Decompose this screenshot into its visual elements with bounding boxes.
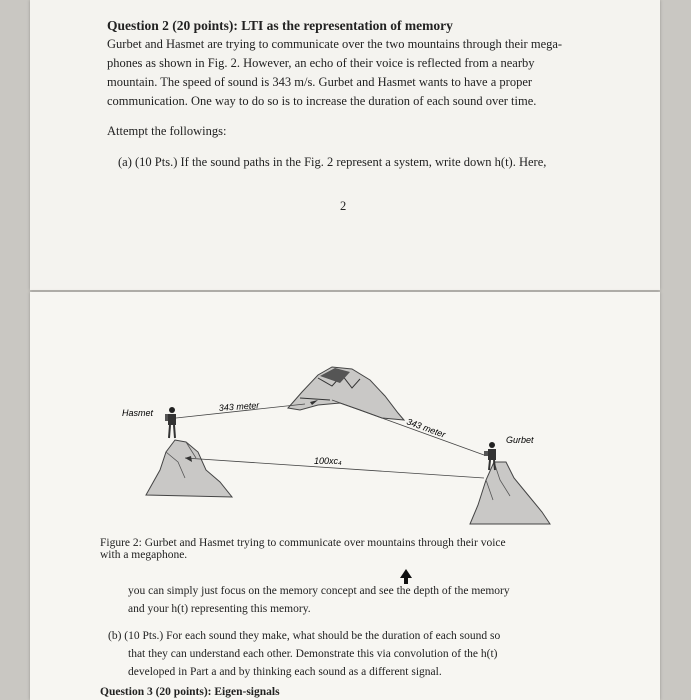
path-right <box>332 400 484 455</box>
right-mountain <box>470 462 550 524</box>
label-path-left: 343 meter <box>218 400 260 413</box>
part-b-line1: (b) (10 Pts.) For each sound they make, what should be the duration of each sound so <box>108 630 501 642</box>
question2-body-line4: communication. One way to do so is to increase the duration of each sound over time. <box>107 94 537 108</box>
continuation-line1: you can simply just focus on the memory concept and see the depth of the memory <box>128 585 510 597</box>
question2-body-line1: Gurbet and Hasmet are trying to communicate over the two mountains through their mega- <box>107 37 563 51</box>
part-b-line3: developed in Part a and by thinking each sound as a different signal. <box>128 666 442 678</box>
question2-body-line2: phones as shown in Fig. 2. However, an echo of their voice is reflected from a nearby <box>107 56 535 70</box>
question2-body-line3: mountain. The speed of sound is 343 m/s. Gurbet and Hasmet wants to have a proper <box>107 75 533 89</box>
figure-caption-line2: with a megaphone. <box>100 549 188 561</box>
left-mountain <box>146 440 232 497</box>
attempt-text: Attempt the followings: <box>107 124 227 138</box>
part-a-text: (a) (10 Pts.) If the sound paths in the Fig. 2 represent a system, write down h(t). Here, <box>118 155 547 169</box>
page-number: 2 <box>340 199 347 213</box>
question2-title: Question 2 (20 points): LTI as the representation of memory <box>107 18 453 33</box>
person-hasmet-icon <box>165 407 176 438</box>
figure-caption-line1: Figure 2: Gurbet and Hasmet trying to communicate over mountains through their voice <box>100 537 506 549</box>
cursor-arrow-icon <box>399 569 413 585</box>
label-path-right: 343 meter <box>405 416 447 440</box>
label-direct: 100xc₄ <box>314 456 342 466</box>
continuation-line2: and your h(t) representing this memory. <box>128 603 311 615</box>
label-gurbet: Gurbet <box>506 435 534 445</box>
label-hasmet: Hasmet <box>122 408 154 418</box>
person-gurbet-icon <box>484 442 496 470</box>
part-b-line2: that they can understand each other. Demonstrate this via convolution of the h(t) <box>128 648 498 660</box>
question3-title: Question 3 (20 points): Eigen-signals <box>100 686 280 698</box>
